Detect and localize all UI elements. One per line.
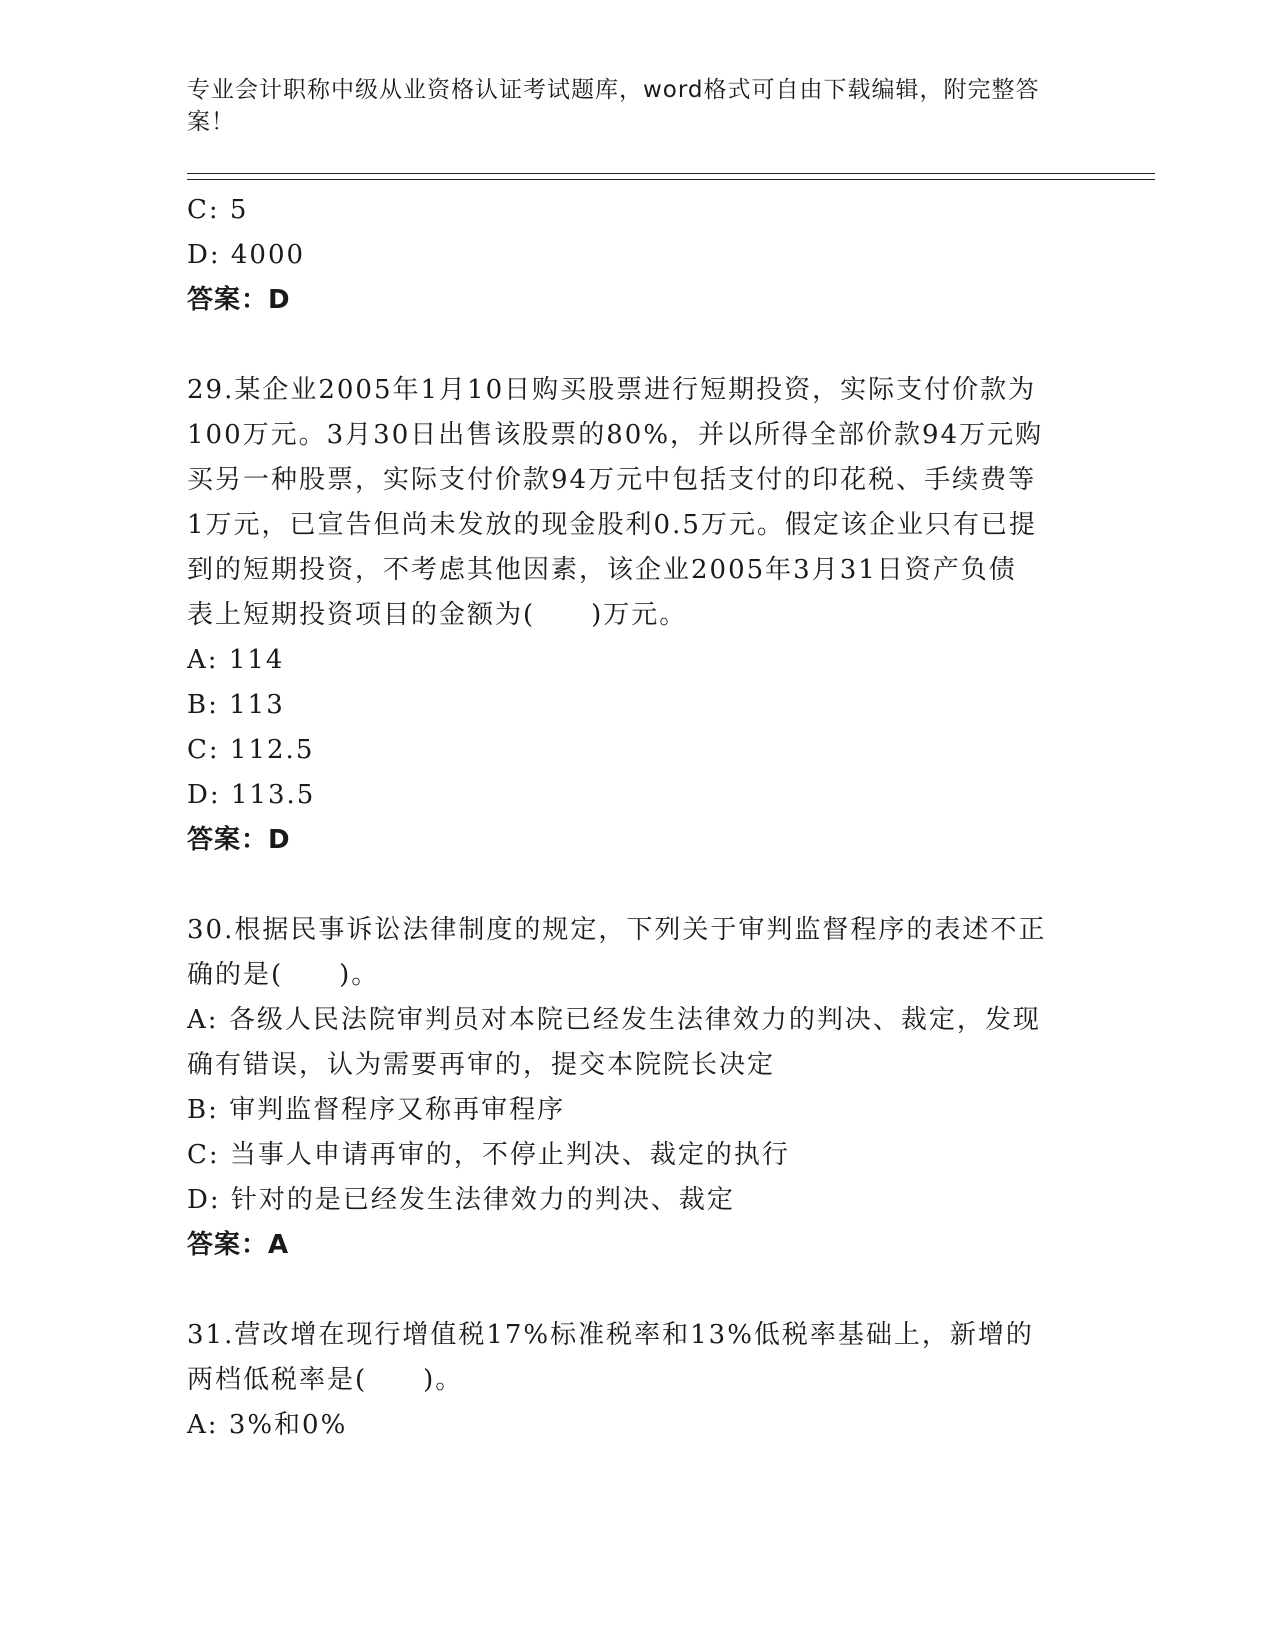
question-text-line: 两档低税率是( )。 bbox=[187, 1365, 464, 1395]
question-text-line: 买另一种股票，实际支付价款94万元中包括支付的印花税、手续费等 bbox=[187, 465, 1037, 495]
option-a: A: 114 bbox=[187, 645, 285, 675]
question-text-line: 确的是( )。 bbox=[187, 960, 380, 990]
header-text: 专业会计职称中级从业资格认证考试题库，word格式可自由下载编辑，附完整答案！ bbox=[187, 77, 1040, 135]
option-b: B: 审判监督程序又称再审程序 bbox=[187, 1095, 566, 1125]
question-text-line: 100万元。3月30日出售该股票的80%，并以所得全部价款94万元购 bbox=[187, 420, 1044, 450]
option-a: A: 3%和0% bbox=[187, 1410, 348, 1440]
option-c: C: 5 bbox=[187, 195, 249, 225]
question-31 bbox=[187, 1313, 1077, 1448]
answer: 答案：D bbox=[187, 285, 291, 315]
document-body bbox=[187, 188, 1077, 1448]
question-text-line: 1万元，已宣告但尚未发放的现金股利0.5万元。假定该企业只有已提 bbox=[187, 510, 1037, 540]
question-text-line: 29.某企业2005年1月10日购买股票进行短期投资，实际支付价款为 bbox=[187, 375, 1037, 405]
option-a-continued: 确有错误，认为需要再审的，提交本院院长决定 bbox=[187, 1050, 776, 1080]
question-29 bbox=[187, 368, 1077, 863]
header-rule-bottom bbox=[187, 179, 1155, 180]
option-c: C: 112.5 bbox=[187, 735, 315, 765]
question-text-line: 到的短期投资，不考虑其他因素，该企业2005年3月31日资产负债 bbox=[187, 555, 1017, 585]
prev-question bbox=[187, 188, 1077, 323]
header-rule-top bbox=[187, 173, 1155, 174]
answer: 答案：D bbox=[187, 825, 291, 855]
document-header bbox=[187, 74, 1067, 138]
question-30 bbox=[187, 908, 1077, 1268]
option-d: D: 4000 bbox=[187, 240, 306, 270]
option-c: C: 当事人申请再审的，不停止判决、裁定的执行 bbox=[187, 1140, 790, 1170]
question-text-line: 31.营改增在现行增值税17%标准税率和13%低税率基础上，新增的 bbox=[187, 1320, 1034, 1350]
answer: 答案：A bbox=[187, 1230, 290, 1260]
option-d: D: 针对的是已经发生法律效力的判决、裁定 bbox=[187, 1185, 735, 1215]
option-b: B: 113 bbox=[187, 690, 285, 720]
question-text-line: 表上短期投资项目的金额为( )万元。 bbox=[187, 600, 688, 630]
option-d: D: 113.5 bbox=[187, 780, 316, 810]
option-a: A: 各级人民法院审判员对本院已经发生法律效力的判决、裁定，发现 bbox=[187, 1005, 1041, 1035]
question-text-line: 30.根据民事诉讼法律制度的规定，下列关于审判监督程序的表述不正 bbox=[187, 915, 1047, 945]
